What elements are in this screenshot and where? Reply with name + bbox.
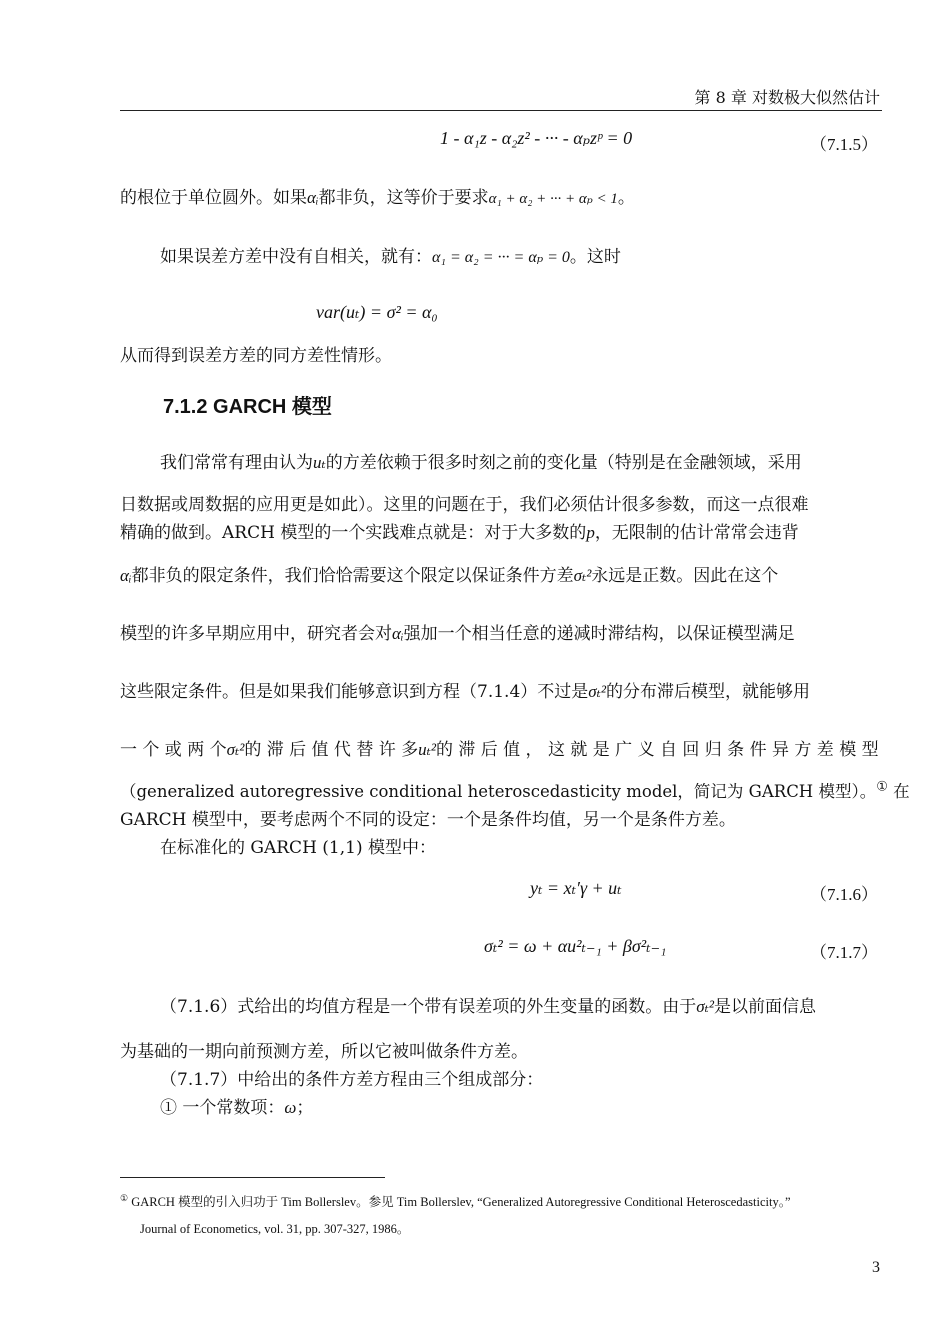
equation-7-1-6: yₜ = xₜ′γ + uₜ xyxy=(530,878,622,898)
equation-variance: var(uₜ) = σ² = α₀ xyxy=(316,302,438,322)
p4-l7-b: 的 滞 后 值 代 替 许 多 xyxy=(244,740,419,760)
p4-l5-a: 模型的许多早期应用中，研究者会对 xyxy=(120,624,392,644)
p4-l1-a: 我们常常有理由认为 xyxy=(160,453,313,473)
p4-line-9: GARCH 模型中，要考虑两个不同的设定：一个是条件均值，另一个是条件方差。 xyxy=(120,810,736,830)
p6-line-1 xyxy=(160,995,816,1019)
paragraph-roots xyxy=(120,186,635,211)
paragraph-no-autocorr xyxy=(160,245,621,270)
list-item xyxy=(160,1096,313,1120)
footnote-text-1: GARCH 模型的引入归功于 Tim Bollerslev。参见 Tim Bollerslev, “Generalized Autoregressive Conditional Heteroscedasticity。” xyxy=(128,1195,791,1209)
section-title: 7.1.2 GARCH 模型 xyxy=(163,396,332,418)
sigma-t-squared-symbol: σₜ² xyxy=(588,682,606,701)
equation-7-1-7: σₜ² = ω + αu²ₜ₋₁ + βσ²ₜ₋₁ xyxy=(484,936,667,956)
list-item-1-end: ； xyxy=(296,1098,314,1118)
p4-l7-c: 的 滞 后 值 ， 这 就 是 广 义 自 回 归 条 件 异 方 差 模 型 xyxy=(435,740,879,760)
p4-line-5 xyxy=(120,622,795,646)
paragraph-homoscedastic: 从而得到误差方差的同方差性情形。 xyxy=(120,346,392,366)
sum-condition: α₁ + α₂ + ··· + αₚ < 1 xyxy=(488,191,618,207)
p1-text-b: 都非负，这等价于要求 xyxy=(318,188,489,208)
paragraph-garch-11: 在标准化的 GARCH (1,1) 模型中： xyxy=(160,838,437,858)
list-item-1-text: ① 一个常数项： xyxy=(160,1098,285,1118)
equation-number-7-1-7: （7.1.7） xyxy=(810,943,878,962)
p4-line-2: 日数据或周数据的应用更是如此）。这里的问题在于，我们必须估计很多参数，而这一点很难 xyxy=(120,495,809,515)
p4-l8-b: 在 xyxy=(887,782,910,801)
p4-l3-b: ，无限制的估计常常会违背 xyxy=(594,523,799,543)
p4-line-7 xyxy=(120,738,879,762)
footnote-reference-mark[interactable]: ① xyxy=(876,779,888,795)
header-rule xyxy=(120,110,882,111)
p4-line-6 xyxy=(120,680,810,704)
alpha-i-symbol: αᵢ xyxy=(120,566,132,585)
p4-l6-b: 的分布滞后模型，就能够用 xyxy=(605,682,810,702)
running-header: 第 8 章 对数极大似然估计 xyxy=(694,88,880,107)
footnote-line-2: Journal of Econometics, vol. 31, pp. 307-327, 1986。 xyxy=(140,1222,410,1236)
page-number: 3 xyxy=(872,1259,880,1276)
p4-l8-a: （generalized autoregressive conditional heteroscedasticity model，简记为 GARCH 模型）。 xyxy=(120,782,877,801)
p4-l6-a: 这些限定条件。但是如果我们能够意识到方程（7.1.4）不过是 xyxy=(120,682,589,702)
equation-7-1-5: 1 - α₁z - α₂z² - ··· - αₚzᵖ = 0 xyxy=(440,128,633,148)
p4-l4-b: 永远是正数。因此在这个 xyxy=(591,566,779,586)
sigma-t-squared-symbol: σₜ² xyxy=(573,566,592,585)
p4-line-1 xyxy=(160,451,802,475)
alpha-i-symbol: αᵢ xyxy=(307,188,319,207)
p4-l1-b: 的方差依赖于很多时刻之前的变化量（特别是在金融领域，采用 xyxy=(325,453,802,473)
u-t-squared-symbol: uₜ² xyxy=(418,740,436,759)
p1-text-c: 。 xyxy=(617,188,635,208)
paragraph-three-components: （7.1.7）中给出的条件方差方程由三个组成部分： xyxy=(160,1070,544,1090)
p6-l1-a: （7.1.6）式给出的均值方程是一个带有误差项的外生变量的函数。由于 xyxy=(160,997,697,1017)
alpha-i-symbol: αᵢ xyxy=(392,624,404,643)
p2-text-a: 如果误差方差中没有自相关，就有： xyxy=(160,247,432,267)
p1-text-a: 的根位于单位圆外。如果 xyxy=(120,188,307,208)
omega-symbol: ω xyxy=(284,1098,297,1117)
p6-l1-b: 是以前面信息 xyxy=(713,997,816,1017)
equation-number-7-1-6: （7.1.6） xyxy=(810,885,878,904)
alpha-zero-condition: α₁ = α₂ = ··· = αₚ = 0 xyxy=(432,249,570,266)
p4-l3-a: 精确的做到。ARCH 模型的一个实践难点就是：对于大多数的 xyxy=(120,523,587,543)
footnote-mark: ① xyxy=(120,1192,129,1203)
p4-line-3 xyxy=(120,521,799,545)
p4-l7-a: 一 个 或 两 个 xyxy=(120,740,227,760)
p4-l5-b: 强加一个相当任意的递减时滞结构，以保证模型满足 xyxy=(403,624,795,644)
u-t-symbol: uₜ xyxy=(313,453,326,472)
sigma-t-squared-symbol: σₜ² xyxy=(696,997,714,1016)
footnote-rule xyxy=(120,1177,385,1178)
sigma-t-squared-symbol: σₜ² xyxy=(226,740,245,759)
p2-text-b: 。这时 xyxy=(569,247,621,267)
footnote-line-1 xyxy=(120,1192,791,1210)
p4-l4-a: 都非负的限定条件，我们恰恰需要这个限定以保证条件方差 xyxy=(131,566,574,586)
p4-line-4 xyxy=(120,564,778,588)
p-symbol: p xyxy=(586,523,595,542)
equation-number-7-1-5: （7.1.5） xyxy=(810,135,878,154)
p6-line-2: 为基础的一期向前预测方差，所以它被叫做条件方差。 xyxy=(120,1042,528,1062)
p4-line-8 xyxy=(120,780,910,804)
